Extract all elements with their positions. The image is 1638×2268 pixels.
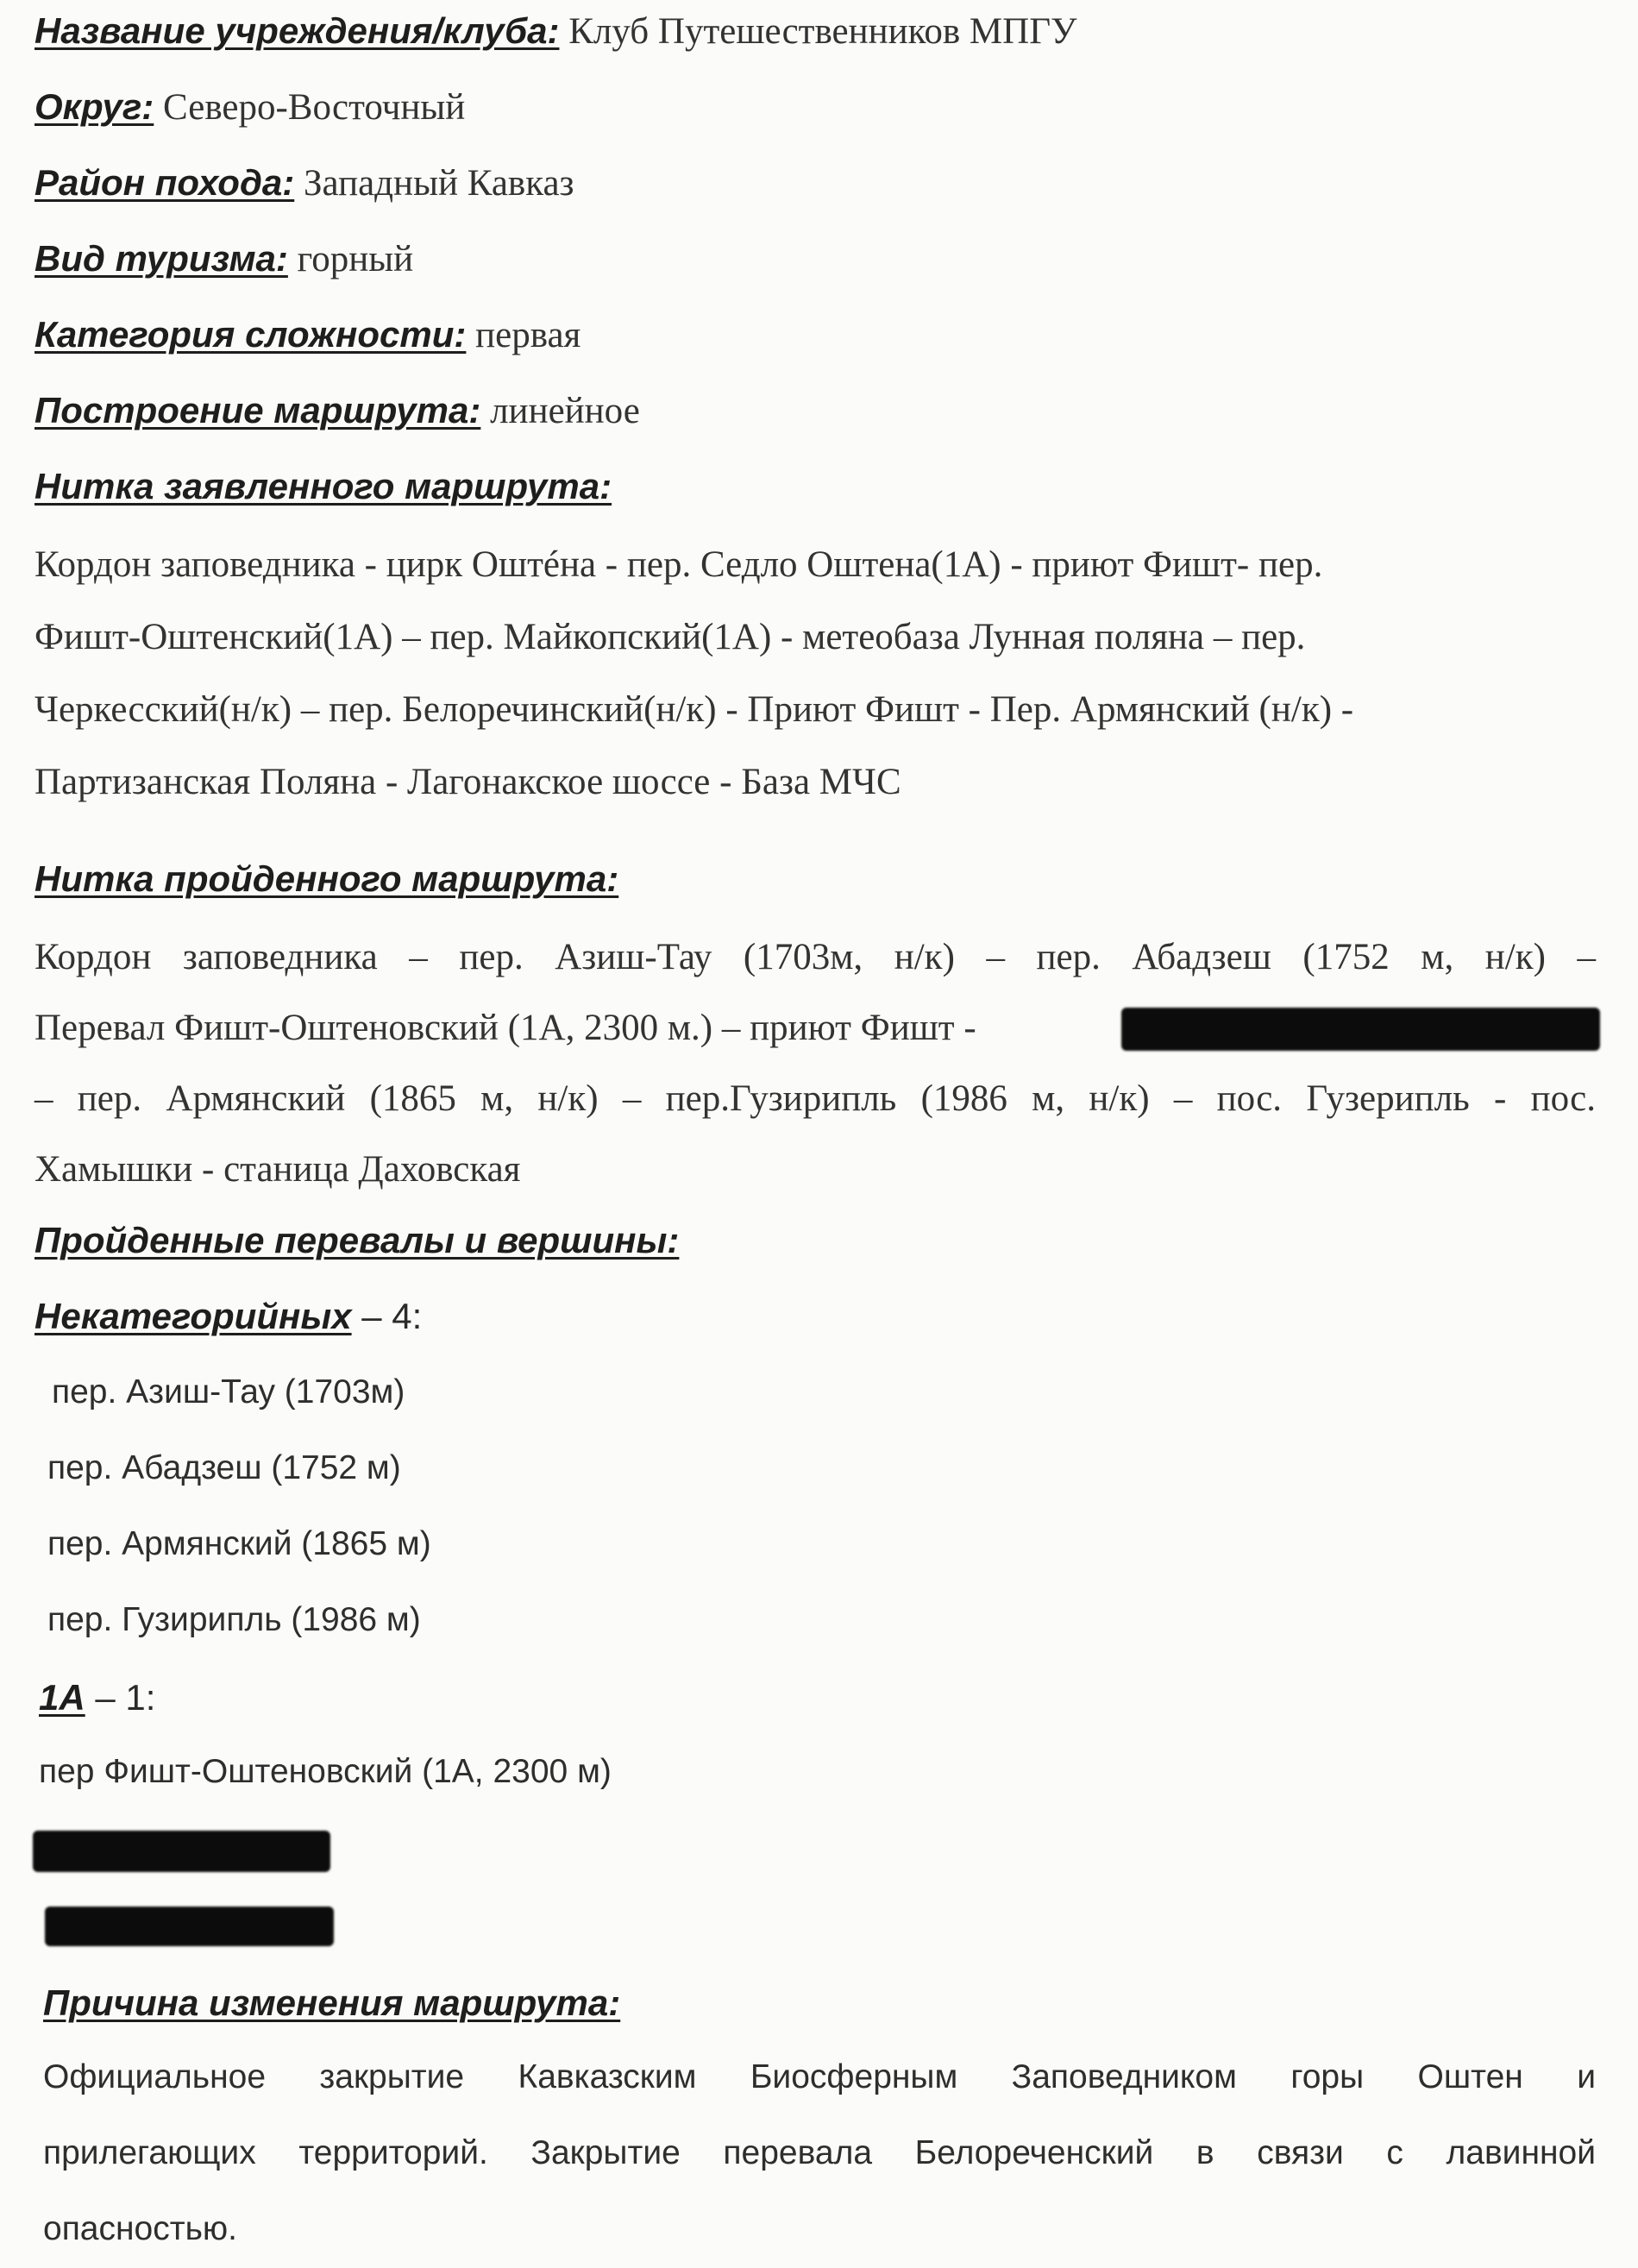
declared-route-line: Кордон заповедника - цирк Оштéна - пер. Седло Оштена(1А) - приют Фишт- пер. [35, 544, 1323, 585]
reason-line: Официальное закрытие Кавказским Биосферным Заповедником горы Оштен и [43, 2058, 1596, 2095]
area-label: Район похода: [35, 162, 295, 203]
cat1a-item: пер Фишт-Оштеновский (1А, 2300 м) [39, 1753, 612, 1790]
district-value: Северо-Восточный [154, 87, 466, 128]
redaction-bar [1121, 1008, 1600, 1051]
institution-label: Название учреждения/клуба: [35, 10, 560, 51]
reason-title: Причина изменения маршрута: [43, 1982, 621, 2023]
redaction-bar [33, 1831, 330, 1872]
peaks-title: Пройденные перевалы и вершины: [35, 1220, 680, 1260]
passed-route-line: Кордон заповедника – пер. Азиш-Тау (1703м, н/к) – пер. Абадзеш (1752 м, н/к) – [35, 937, 1596, 977]
noncat-item: пер. Абадзеш (1752 м) [47, 1449, 401, 1486]
reason-line: прилегающих территорий. Закрытие перевала Белореченский в связи с лавинной [43, 2134, 1596, 2171]
cat1a-row [39, 1677, 155, 1718]
declared-route-line: Партизанская Поляна - Лагонакское шоссе - База МЧС [35, 762, 901, 802]
noncat-count: – 4: [351, 1296, 423, 1336]
institution-row [35, 10, 1077, 53]
cat1a-label: 1А [39, 1677, 85, 1718]
passed-route-line: Хамышки - станица Даховская [35, 1149, 521, 1190]
passed-route-title: Нитка пройденного маршрута: [35, 858, 619, 899]
district-row [35, 86, 465, 129]
reason-line: опасностью. [43, 2210, 237, 2247]
tourism-type-row [35, 238, 413, 280]
category-label: Категория сложности: [35, 314, 467, 355]
noncat-label: Некатегорийных [35, 1296, 352, 1336]
area-row [35, 162, 574, 204]
declared-route-line: Фишт-Оштенский(1А) – пер. Майкопский(1А) - метеобаза Лунная поляна – пер. [35, 617, 1306, 657]
route-shape-row [35, 390, 640, 432]
noncat-item: пер. Азиш-Тау (1703м) [52, 1373, 405, 1410]
tourism-type-label: Вид туризма: [35, 238, 288, 279]
area-value: Западный Кавказ [294, 163, 574, 204]
route-shape-label: Построение маршрута: [35, 390, 481, 430]
passed-route-line: – пер. Армянский (1865 м, н/к) – пер.Гузирипль (1986 м, н/к) – пос. Гузерипль - пос. [35, 1078, 1596, 1119]
redaction-bar [45, 1907, 334, 1946]
route-shape-value: линейное [480, 391, 640, 431]
cat1a-count: – 1: [85, 1677, 156, 1718]
passed-route-line: Перевал Фишт-Оштеновский (1А, 2300 м.) – приют Фишт - [35, 1008, 976, 1048]
noncat-item: пер. Гузирипль (1986 м) [47, 1601, 421, 1638]
noncat-item: пер. Армянский (1865 м) [47, 1525, 431, 1562]
noncat-row [35, 1296, 422, 1337]
institution-value: Клуб Путешественников МПГУ [559, 11, 1077, 52]
declared-route-line: Черкесский(н/к) – пер. Белоречинский(н/к) - Приют Фишт - Пер. Армянский (н/к) - [35, 689, 1354, 730]
category-row [35, 314, 581, 356]
category-value: первая [466, 315, 581, 355]
tourism-type-value: горный [287, 239, 414, 280]
declared-route-title: Нитка заявленного маршрута: [35, 466, 612, 506]
district-label: Округ: [35, 86, 154, 127]
